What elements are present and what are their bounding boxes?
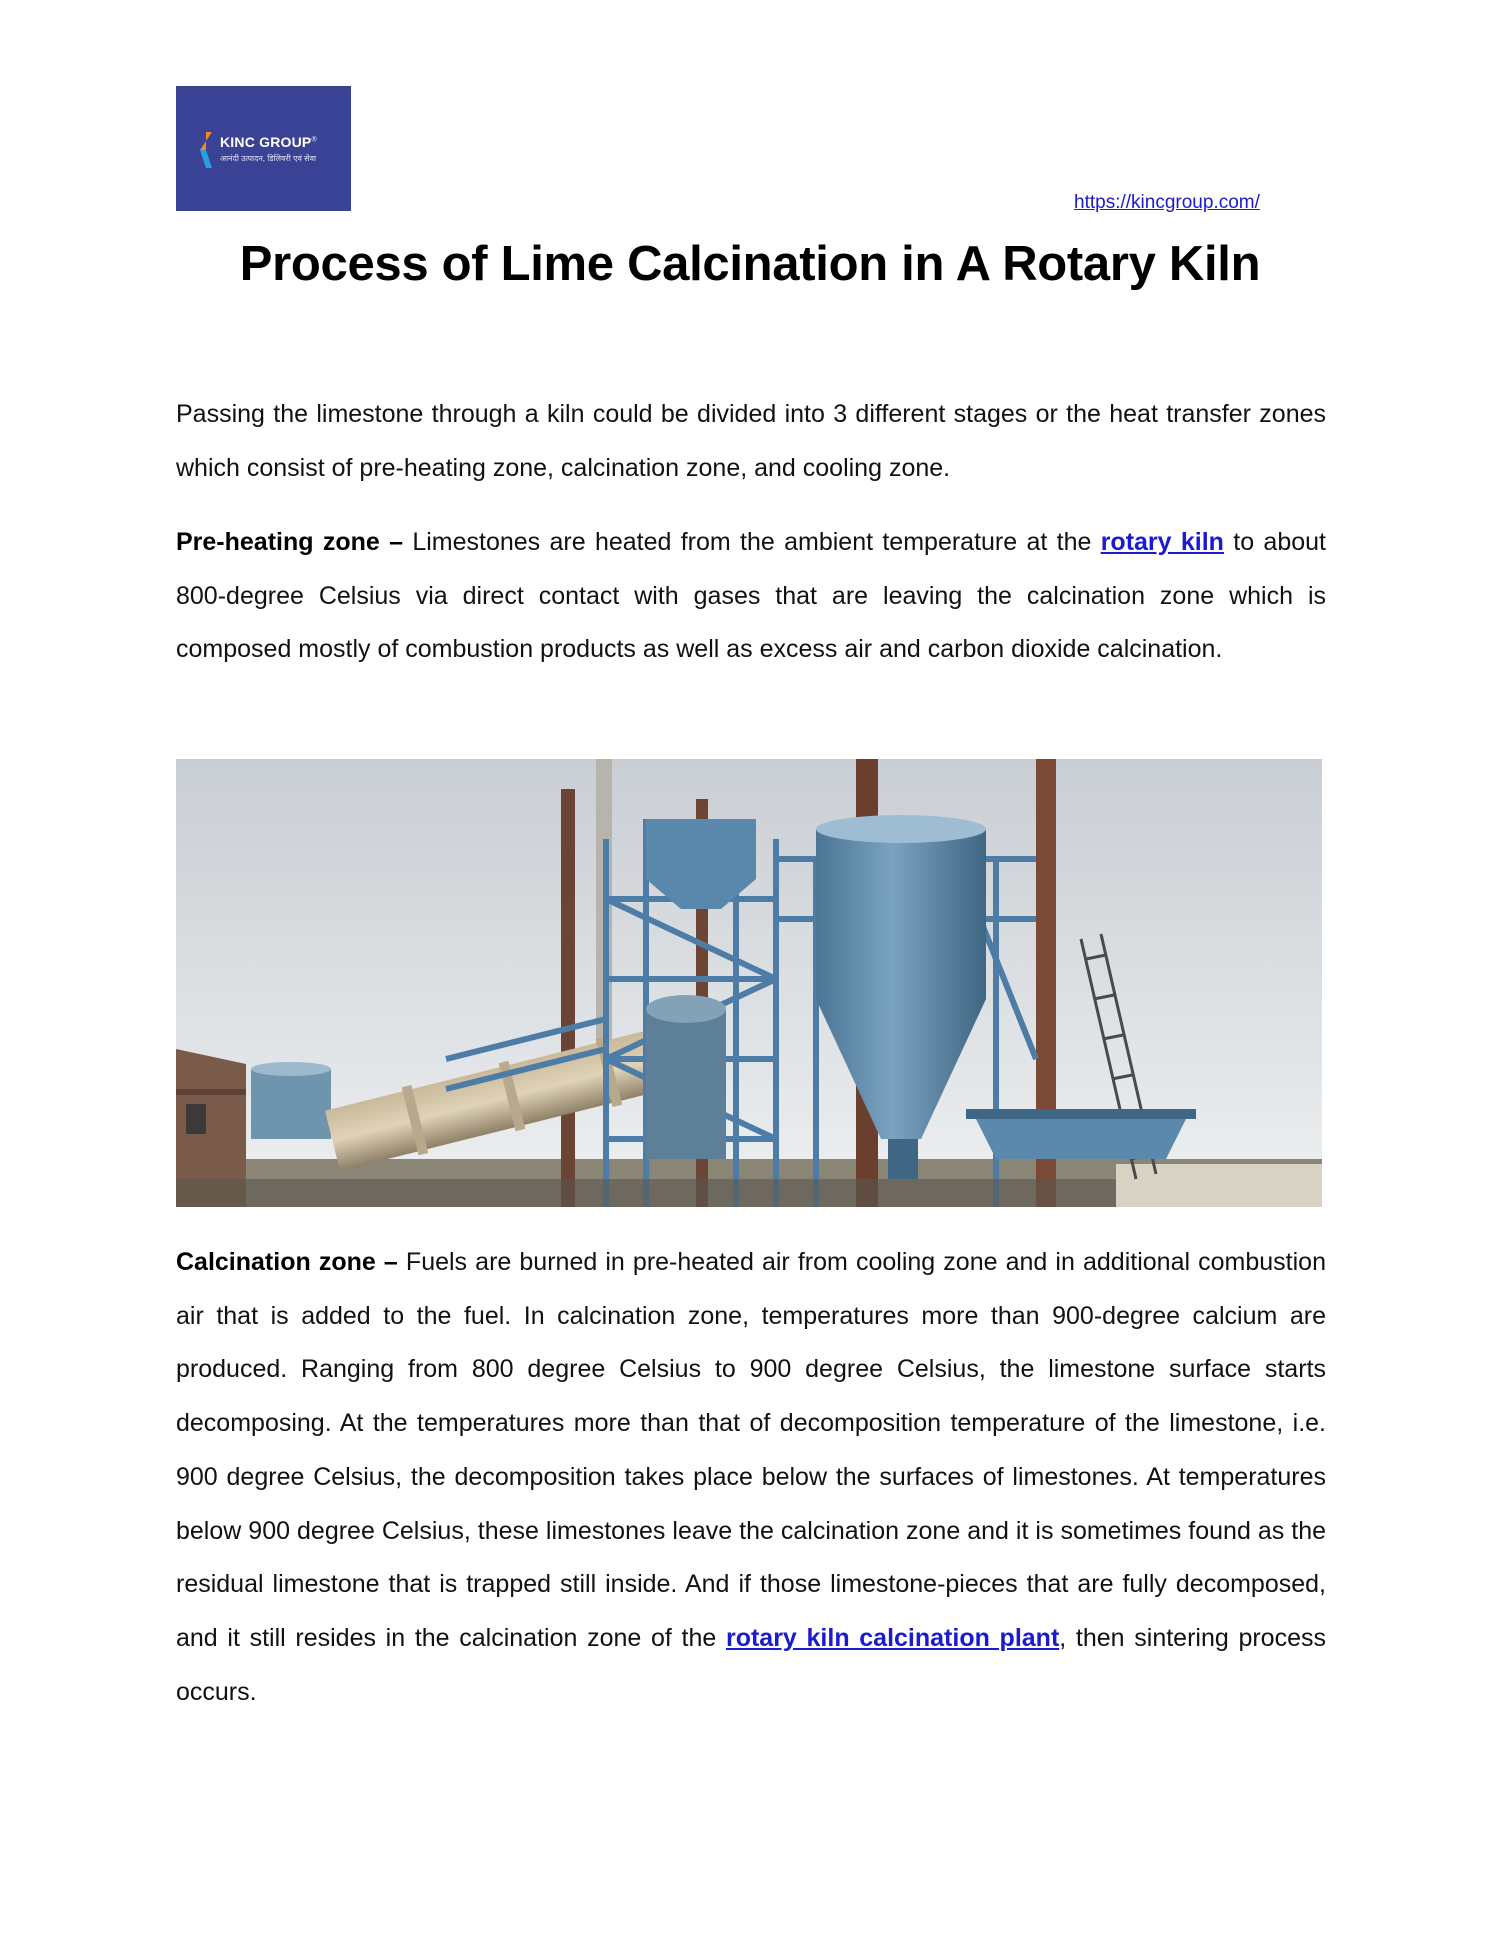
page-title: Process of Lime Calcination in A Rotary Kiln (239, 237, 1261, 291)
rotary-kiln-link[interactable]: rotary kiln (1100, 528, 1224, 556)
rotary-kiln-plant-photo (176, 759, 1322, 1207)
chevron-logo-icon (190, 130, 218, 170)
rotary-kiln-calcination-plant-link[interactable]: rotary kiln calcination plant (725, 1623, 1060, 1652)
calcination-label: Calcination zone – (176, 1248, 398, 1276)
preheating-paragraph: Pre-heating zone – Limestones are heated from the ambient temperature at the rotary kiln to about 800-degree Celsius via direct contact with gases that are leaving the calcination zone which is composed mostly of combustion products as well as excess air and carbon dioxide calcination. (176, 528, 1326, 664)
logo-brand: KINC GROUP® (220, 134, 317, 150)
preheating-label: Pre-heating zone – (176, 528, 404, 556)
calcination-paragraph: Calcination zone – Fuels are burned in pre-heated air from cooling zone and in additional combustion air that is added to the fuel. In calcination zone, temperatures more than 900-degree calcium are produced. Ranging from 800 degree Celsius to 900 degree Celsius, the limestone surface starts decomposing. At the temperatures more than that of decomposition temperature of the limestone, i.e. 900 degree Celsius, the decomposition takes place below the surfaces of limestones. At temperatures below 900 degree Celsius, these limestones leave the calcination zone and it is sometimes found as the residual limestone that is trapped still inside. And if those limestone-pieces that are fully decomposed, and it still resides in the calcination zone of the rotary kiln calcination plant, then sintering process occurs. (176, 1248, 1326, 1706)
website-link[interactable]: https://kincgroup.com/ (1074, 192, 1260, 213)
company-logo (176, 86, 351, 211)
logo-tagline: आनंदी उत्पादन, डिलिवरी एवं सेवा (220, 154, 317, 163)
intro-paragraph: Passing the limestone through a kiln could be divided into 3 different stages or the heat transfer zones which consist of pre-heating zone, calcination zone, and cooling zone. (176, 400, 1326, 482)
